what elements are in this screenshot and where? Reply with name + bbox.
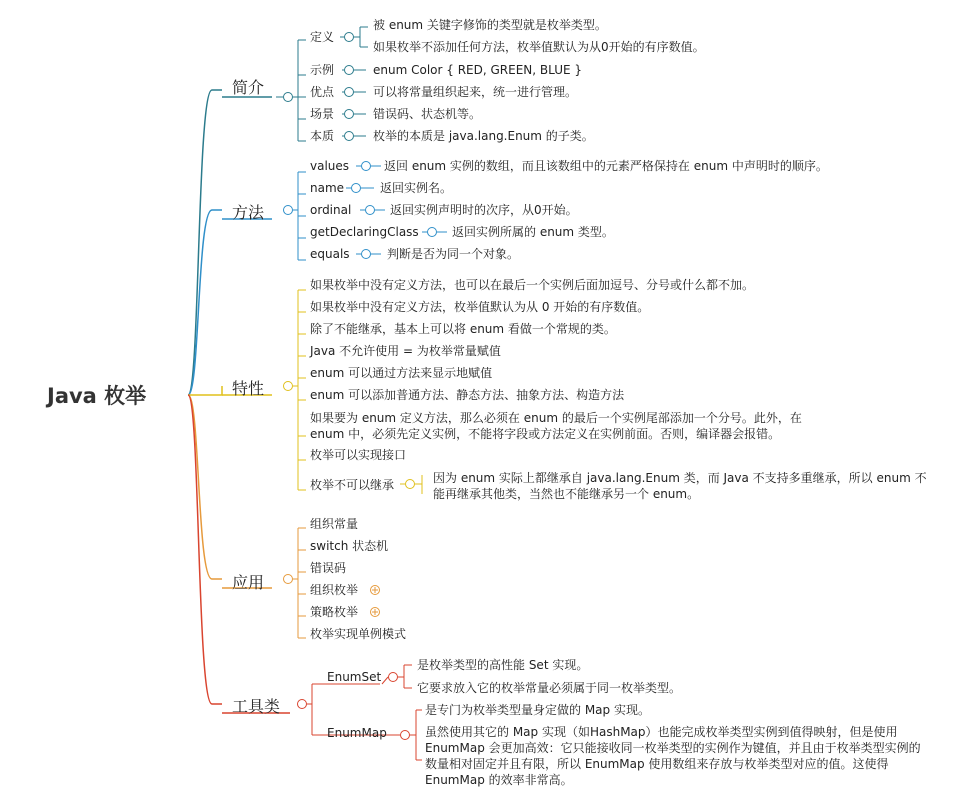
usage-item[interactable]: 枚举实现单例模式 (310, 627, 407, 641)
method-name[interactable]: name (310, 181, 345, 195)
tools-enummap-item: 虽然使用其它的 Map 实现（如HashMap）也能完成枚举类型实例到值得映射，但是使用 EnumMap 会更加高效：它只能接收同一枚举类型的实例作为键值，并且由于枚举类型实例的数量相对固定并且有限，所以 EnumMap 使用数组来存放与枚举类型对应的值。这使得 EnumMap 的效率非常高。 (425, 725, 921, 787)
intro-scenario-label[interactable]: 场景 (310, 107, 335, 121)
tools-enummap-label[interactable]: EnumMap (327, 726, 387, 740)
tools-enumset-item: 是枚举类型的高性能 Set 实现。 (417, 658, 589, 672)
feature-item: 如果枚举中没有定义方法，枚举值默认为从 0 开始的有序数值。 (310, 300, 650, 314)
branch-usage[interactable]: 应用 (232, 573, 265, 592)
feature-item: enum 可以通过方法来显示地赋值 (310, 366, 493, 380)
usage-item[interactable]: 错误码 (310, 561, 347, 575)
usage-item[interactable]: 组织常量 (310, 517, 359, 531)
tools-enummap-item: 是专门为枚举类型量身定做的 Map 实现。 (425, 703, 650, 717)
intro-definition-item-2: 如果枚举不添加任何方法，枚举值默认为从0开始的有序数值。 (373, 40, 705, 54)
intro-advantage-label[interactable]: 优点 (310, 85, 335, 99)
feature-no-inherit-label[interactable]: 枚举不可以继承 (310, 478, 395, 492)
method-desc: 返回 enum 实例的数组，而且该数组中的元素严格保持在 enum 中声明时的顺序。 (384, 159, 828, 173)
tools-enumset-item: 它要求放入它的枚举常量必须属于同一枚举类型。 (417, 681, 682, 695)
intro-example-label[interactable]: 示例 (310, 63, 335, 77)
method-name[interactable]: ordinal (310, 203, 352, 217)
root-topic[interactable]: Java 枚举 (47, 384, 147, 408)
feature-item: 如果枚举中没有定义方法，也可以在最后一个实例后面加逗号、分号或什么都不加。 (310, 278, 755, 292)
feature-item: 枚举可以实现接口 (310, 448, 407, 462)
intro-advantage-value: 可以将常量组织起来，统一进行管理。 (373, 85, 578, 99)
feature-item: enum 可以添加普通方法、静态方法、抽象方法、构造方法 (310, 388, 625, 402)
intro-scenario-value: 错误码、状态机等。 (373, 107, 482, 121)
branch-methods[interactable]: 方法 (232, 203, 265, 222)
method-desc: 返回实例名。 (380, 181, 453, 195)
usage-item[interactable]: 策略枚举 (310, 605, 359, 619)
method-desc: 判断是否为同一个对象。 (387, 247, 520, 261)
feature-no-inherit-desc: 因为 enum 实际上都继承自 java.lang.Enum 类，而 Java 不支持多重继承，所以 enum 不能再继承其他类，当然也不能继承另一个 enum。 (433, 471, 927, 501)
method-name[interactable]: values (310, 159, 350, 173)
method-name[interactable]: equals (310, 247, 350, 261)
branch-tools[interactable]: 工具类 (232, 697, 281, 716)
intro-essence-label[interactable]: 本质 (310, 129, 335, 143)
method-desc: 返回实例声明时的次序，从0开始。 (390, 203, 578, 217)
method-name[interactable]: getDeclaringClass (310, 225, 419, 239)
tools-enumset-label[interactable]: EnumSet (327, 670, 382, 684)
feature-item: 如果要为 enum 定义方法，那么必须在 enum 的最后一个实例尾部添加一个分号。此外，在 enum 中，必须先定义实例，不能将字段或方法定义在实例前面。否则，编译器会报错。 (310, 411, 802, 441)
feature-item: Java 不允许使用 = 为枚举常量赋值 (310, 344, 501, 358)
intro-definition-label[interactable]: 定义 (310, 30, 335, 44)
branch-intro[interactable]: 简介 (232, 78, 265, 97)
intro-essence-value: 枚举的本质是 java.lang.Enum 的子类。 (373, 129, 594, 143)
method-desc: 返回实例所属的 enum 类型。 (452, 225, 614, 239)
feature-item: 除了不能继承，基本上可以将 enum 看做一个常规的类。 (310, 322, 616, 336)
intro-definition-item-1: 被 enum 关键字修饰的类型就是枚举类型。 (373, 18, 607, 32)
branch-features[interactable]: 特性 (232, 379, 265, 398)
intro-example-value: enum Color { RED, GREEN, BLUE } (373, 63, 583, 77)
usage-item[interactable]: switch 状态机 (310, 539, 389, 553)
usage-item[interactable]: 组织枚举 (310, 583, 359, 597)
